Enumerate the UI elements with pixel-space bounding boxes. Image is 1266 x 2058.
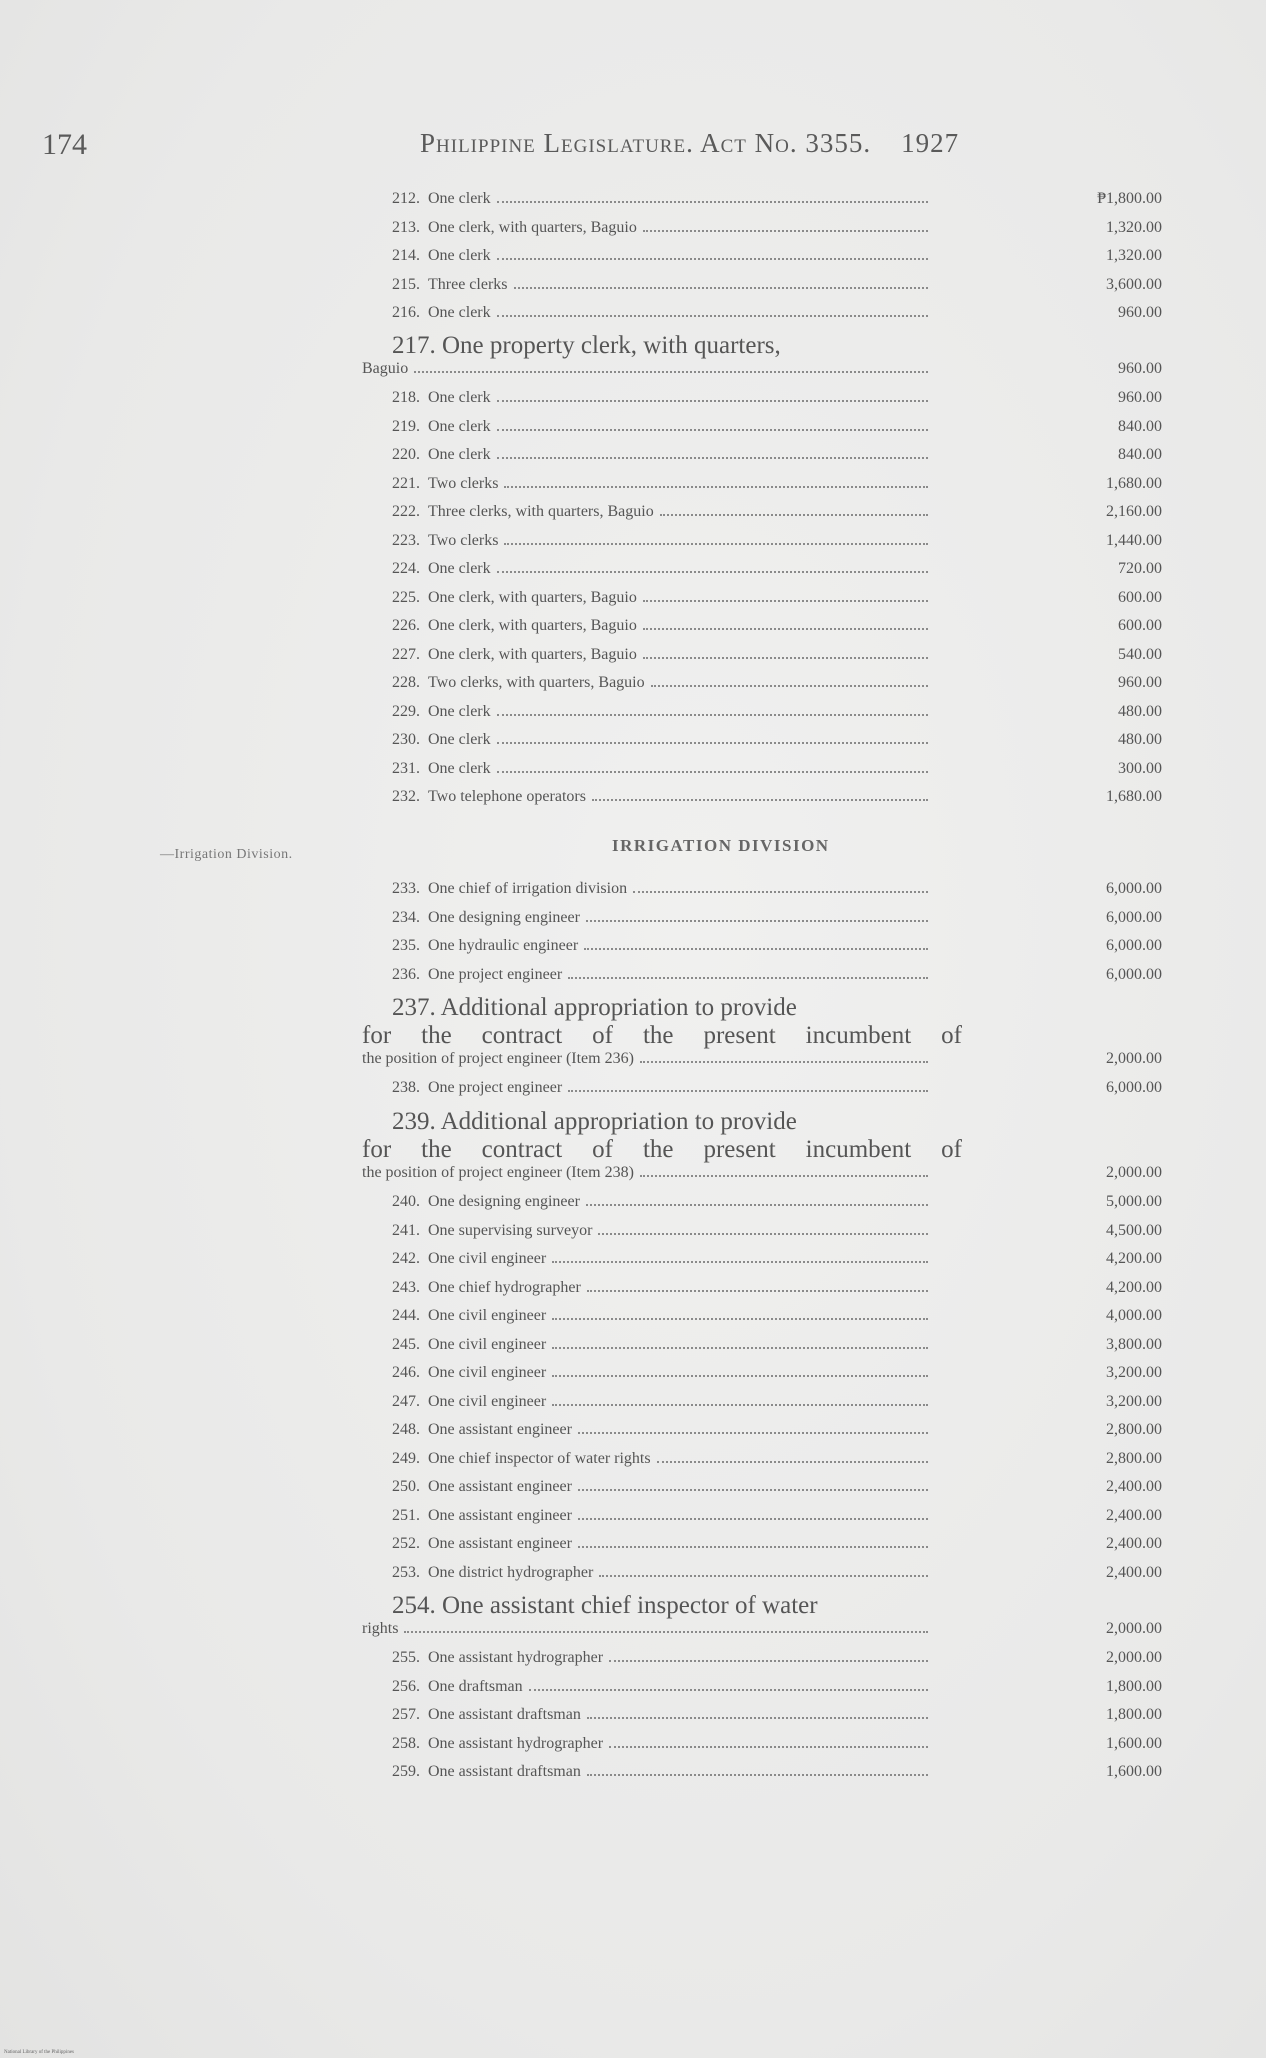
item-number: 248. bbox=[392, 1421, 420, 1438]
item-217-first-line: 217. One property clerk, with quarters, bbox=[392, 332, 781, 359]
item-amount: 6,000.00 bbox=[1106, 1079, 1162, 1096]
item-amount: 600.00 bbox=[1118, 588, 1162, 606]
item-amount: 6,000.00 bbox=[1106, 937, 1162, 954]
appropriation-item bbox=[362, 880, 1162, 909]
item-label: One clerk bbox=[428, 446, 491, 463]
item-amount: 480.00 bbox=[1118, 731, 1162, 748]
leader-dots bbox=[497, 571, 928, 573]
item-amount: 1,320.00 bbox=[1106, 218, 1162, 236]
item-label: One assistant engineer bbox=[428, 1478, 572, 1495]
item-254-first-line: 254. One assistant chief inspector of water bbox=[392, 1592, 818, 1619]
leader-dots bbox=[657, 1461, 928, 1463]
item-amount: 6,000.00 bbox=[1106, 965, 1162, 983]
leader-dots bbox=[609, 1746, 928, 1748]
item-label: One assistant engineer bbox=[428, 1506, 572, 1524]
item-label: One assistant engineer bbox=[428, 1421, 572, 1438]
appropriation-item bbox=[362, 190, 1162, 219]
appropriation-item bbox=[362, 646, 1162, 675]
item-amount: 840.00 bbox=[1118, 417, 1162, 435]
item-amount: 720.00 bbox=[1118, 560, 1162, 577]
item-label: One clerk bbox=[428, 560, 491, 577]
item-label: Three clerks, with quarters, Baguio bbox=[428, 503, 654, 520]
leader-dots bbox=[592, 799, 928, 801]
item-amount: 2,800.00 bbox=[1106, 1449, 1162, 1467]
item-number: 245. bbox=[392, 1335, 420, 1353]
appropriation-list-irrigation-3 bbox=[362, 1649, 1162, 1792]
item-number: 219. bbox=[392, 417, 420, 435]
item-label: One project engineer bbox=[428, 1079, 563, 1096]
leader-dots bbox=[633, 891, 928, 893]
leader-dots bbox=[497, 457, 928, 459]
item-label: One civil engineer bbox=[428, 1392, 547, 1410]
item-237-label: the position of project engineer (Item 236) bbox=[362, 1050, 634, 1067]
item-amount: 1,680.00 bbox=[1106, 788, 1162, 805]
item-number: 226. bbox=[392, 617, 420, 634]
item-217-label: Baguio bbox=[362, 360, 409, 377]
appropriation-item bbox=[362, 674, 1162, 703]
item-number: 240. bbox=[392, 1193, 420, 1210]
item-amount: 600.00 bbox=[1118, 617, 1162, 634]
appropriation-list-irrigation-1 bbox=[362, 880, 1162, 994]
item-label: One civil engineer bbox=[428, 1364, 547, 1381]
item-label: One chief of irrigation division bbox=[428, 880, 628, 897]
item-number: 216. bbox=[392, 304, 420, 321]
item-number: 259. bbox=[392, 1763, 420, 1780]
item-239-amount: 2,000.00 bbox=[1106, 1164, 1162, 1181]
item-label: One designing engineer bbox=[428, 1193, 580, 1210]
item-number: 221. bbox=[392, 474, 420, 492]
appropriation-item bbox=[362, 1421, 1162, 1450]
leader-dots bbox=[651, 685, 928, 687]
item-amount: 1,600.00 bbox=[1106, 1734, 1162, 1752]
running-head-year: 1927 bbox=[901, 128, 960, 158]
leader-dots bbox=[497, 400, 928, 402]
item-amount: 1,600.00 bbox=[1106, 1763, 1162, 1780]
item-amount: 3,800.00 bbox=[1106, 1335, 1162, 1353]
item-239-line-2: for the contract of the present incumbent of bbox=[362, 1136, 962, 1163]
item-amount: 960.00 bbox=[1118, 674, 1162, 691]
appropriation-item bbox=[362, 1678, 1162, 1707]
item-number: 222. bbox=[392, 503, 420, 520]
leader-dots bbox=[599, 1575, 928, 1577]
item-label: One hydraulic engineer bbox=[428, 937, 579, 954]
item-label: One clerk bbox=[428, 759, 491, 777]
item-number: 238. bbox=[392, 1079, 420, 1096]
item-label: One civil engineer bbox=[428, 1250, 547, 1267]
leader-dots bbox=[643, 600, 928, 602]
appropriation-item bbox=[362, 1307, 1162, 1336]
appropriation-item bbox=[362, 788, 1162, 817]
appropriation-item bbox=[362, 1250, 1162, 1279]
item-amount: 4,200.00 bbox=[1106, 1250, 1162, 1267]
item-number: 258. bbox=[392, 1734, 420, 1752]
item-number: 212. bbox=[392, 190, 420, 207]
appropriation-item bbox=[362, 446, 1162, 475]
item-label: One draftsman bbox=[428, 1677, 523, 1695]
item-label: One clerk, with quarters, Baguio bbox=[428, 218, 637, 236]
item-number: 242. bbox=[392, 1250, 420, 1267]
item-amount: 1,440.00 bbox=[1106, 531, 1162, 549]
item-amount: ₱1,800.00 bbox=[1097, 190, 1162, 207]
appropriation-item bbox=[362, 1279, 1162, 1308]
item-number: 230. bbox=[392, 731, 420, 748]
appropriation-item bbox=[362, 1535, 1162, 1564]
item-label: One clerk bbox=[428, 190, 491, 207]
item-amount: 4,500.00 bbox=[1106, 1221, 1162, 1239]
item-number: 246. bbox=[392, 1364, 420, 1381]
item-amount: 6,000.00 bbox=[1106, 908, 1162, 926]
item-label: One civil engineer bbox=[428, 1335, 547, 1353]
appropriation-item bbox=[362, 909, 1162, 938]
leader-dots bbox=[497, 315, 928, 317]
appropriation-item bbox=[362, 937, 1162, 966]
item-number: 250. bbox=[392, 1478, 420, 1495]
appropriation-item bbox=[362, 389, 1162, 418]
item-number: 247. bbox=[392, 1392, 420, 1410]
appropriation-item bbox=[362, 589, 1162, 618]
running-head bbox=[420, 128, 959, 159]
item-number: 218. bbox=[392, 389, 420, 406]
leader-dots bbox=[404, 1631, 928, 1633]
item-amount: 3,600.00 bbox=[1106, 275, 1162, 293]
item-amount: 1,800.00 bbox=[1106, 1677, 1162, 1695]
item-label: One district hydrographer bbox=[428, 1563, 594, 1581]
item-label: One project engineer bbox=[428, 965, 563, 983]
appropriation-item bbox=[362, 617, 1162, 646]
item-number: 256. bbox=[392, 1677, 420, 1695]
appropriation-item bbox=[362, 1222, 1162, 1251]
item-label: Three clerks bbox=[428, 275, 508, 293]
item-number: 220. bbox=[392, 446, 420, 463]
item-amount: 960.00 bbox=[1118, 304, 1162, 321]
item-amount: 2,000.00 bbox=[1106, 1649, 1162, 1666]
item-amount: 2,400.00 bbox=[1106, 1506, 1162, 1524]
appropriation-item bbox=[362, 1393, 1162, 1422]
item-label: One clerk, with quarters, Baguio bbox=[428, 645, 637, 663]
leader-dots bbox=[497, 771, 928, 773]
item-label: One civil engineer bbox=[428, 1307, 547, 1324]
item-amount: 2,400.00 bbox=[1106, 1563, 1162, 1581]
leader-dots bbox=[586, 1204, 928, 1206]
item-254-last-line bbox=[362, 1620, 1162, 1649]
leader-dots bbox=[504, 543, 928, 545]
appropriation-item bbox=[362, 475, 1162, 504]
appropriation-item bbox=[362, 304, 1162, 333]
leader-dots bbox=[552, 1404, 928, 1406]
item-label: One supervising surveyor bbox=[428, 1221, 593, 1239]
item-number: 228. bbox=[392, 674, 420, 691]
item-237-line-2: for the contract of the present incumbent of bbox=[362, 1022, 962, 1049]
item-amount: 1,800.00 bbox=[1106, 1706, 1162, 1723]
appropriation-item bbox=[362, 1079, 1162, 1108]
item-number: 235. bbox=[392, 937, 420, 954]
item-label: One assistant hydrographer bbox=[428, 1734, 604, 1752]
item-label: One assistant hydrographer bbox=[428, 1649, 604, 1666]
leader-dots bbox=[584, 948, 928, 950]
appropriation-item bbox=[362, 1649, 1162, 1678]
appropriation-item bbox=[362, 247, 1162, 276]
appropriation-item bbox=[362, 1507, 1162, 1536]
leader-dots bbox=[529, 1689, 928, 1691]
item-label: One clerk bbox=[428, 417, 491, 435]
leader-dots bbox=[504, 486, 928, 488]
item-217-last-line bbox=[362, 360, 1162, 389]
item-label: Two telephone operators bbox=[428, 788, 586, 805]
appropriation-item bbox=[362, 1564, 1162, 1593]
appropriation-item bbox=[362, 1706, 1162, 1735]
item-label: One clerk bbox=[428, 702, 491, 720]
item-label: One clerk bbox=[428, 247, 491, 264]
appropriation-item bbox=[362, 760, 1162, 789]
leader-dots bbox=[578, 1518, 928, 1520]
running-head-title: Philippine Legislature. Act No. 3355. bbox=[420, 128, 872, 158]
leader-dots bbox=[497, 201, 928, 203]
leader-dots bbox=[587, 1717, 928, 1719]
appropriation-item bbox=[362, 503, 1162, 532]
item-label: One chief hydrographer bbox=[428, 1278, 581, 1296]
item-amount: 1,320.00 bbox=[1106, 247, 1162, 264]
item-number: 243. bbox=[392, 1278, 420, 1296]
item-label: Two clerks bbox=[428, 474, 499, 492]
leader-dots bbox=[609, 1660, 928, 1662]
item-label: One clerk bbox=[428, 304, 491, 321]
appropriation-item bbox=[362, 1735, 1162, 1764]
item-number: 236. bbox=[392, 965, 420, 983]
appropriation-item bbox=[362, 276, 1162, 305]
item-amount: 480.00 bbox=[1118, 702, 1162, 720]
appropriation-item bbox=[362, 1450, 1162, 1479]
leader-dots bbox=[586, 920, 928, 922]
item-number: 231. bbox=[392, 759, 420, 777]
leader-dots bbox=[640, 1061, 928, 1063]
appropriation-list-irrigation-2 bbox=[362, 1193, 1162, 1592]
leader-dots bbox=[552, 1375, 928, 1377]
item-label: One clerk bbox=[428, 731, 491, 748]
appropriation-item bbox=[362, 1763, 1162, 1792]
item-number: 233. bbox=[392, 880, 420, 897]
leader-dots bbox=[578, 1432, 928, 1434]
appropriation-item bbox=[362, 418, 1162, 447]
item-amount: 2,400.00 bbox=[1106, 1478, 1162, 1495]
item-number: 234. bbox=[392, 908, 420, 926]
item-amount: 5,000.00 bbox=[1106, 1193, 1162, 1210]
leader-dots bbox=[640, 1175, 928, 1177]
appropriation-item bbox=[362, 703, 1162, 732]
item-amount: 3,200.00 bbox=[1106, 1364, 1162, 1381]
item-amount: 2,400.00 bbox=[1106, 1535, 1162, 1552]
item-number: 229. bbox=[392, 702, 420, 720]
item-amount: 4,000.00 bbox=[1106, 1307, 1162, 1324]
leader-dots bbox=[514, 287, 928, 289]
item-amount: 4,200.00 bbox=[1106, 1278, 1162, 1296]
item-number: 223. bbox=[392, 531, 420, 549]
item-239-line-1: 239. Additional appropriation to provide bbox=[392, 1108, 797, 1135]
item-amount: 300.00 bbox=[1118, 759, 1162, 777]
item-239-line-3 bbox=[362, 1164, 1162, 1193]
item-number: 215. bbox=[392, 275, 420, 293]
appropriation-item bbox=[362, 966, 1162, 995]
footer-credit: National Library of the Philippines bbox=[4, 2050, 74, 2055]
leader-dots bbox=[552, 1261, 928, 1263]
item-number: 227. bbox=[392, 645, 420, 663]
item-number: 251. bbox=[392, 1506, 420, 1524]
item-number: 225. bbox=[392, 588, 420, 606]
leader-dots bbox=[643, 628, 928, 630]
item-254-amount: 2,000.00 bbox=[1106, 1620, 1162, 1637]
item-label: One chief inspector of water rights bbox=[428, 1449, 651, 1467]
leader-dots bbox=[598, 1233, 928, 1235]
leader-dots bbox=[497, 714, 928, 716]
leader-dots bbox=[568, 1090, 928, 1092]
item-label: One designing engineer bbox=[428, 908, 580, 926]
leader-dots bbox=[414, 371, 928, 373]
margin-note: —Irrigation Division. bbox=[160, 847, 293, 862]
leader-dots bbox=[552, 1318, 928, 1320]
appropriation-item bbox=[362, 1364, 1162, 1393]
item-number: 257. bbox=[392, 1706, 420, 1723]
item-amount: 3,200.00 bbox=[1106, 1392, 1162, 1410]
item-number: 214. bbox=[392, 247, 420, 264]
item-number: 249. bbox=[392, 1449, 420, 1467]
item-label: Two clerks bbox=[428, 531, 499, 549]
leader-dots bbox=[643, 657, 928, 659]
leader-dots bbox=[497, 429, 928, 431]
item-number: 253. bbox=[392, 1563, 420, 1581]
item-237-line-3 bbox=[362, 1050, 1162, 1079]
item-amount: 960.00 bbox=[1118, 389, 1162, 406]
leader-dots bbox=[660, 514, 928, 516]
leader-dots bbox=[643, 230, 928, 232]
item-label: One assistant draftsman bbox=[428, 1706, 581, 1723]
item-amount: 1,680.00 bbox=[1106, 474, 1162, 492]
leader-dots bbox=[587, 1290, 928, 1292]
item-label: One assistant engineer bbox=[428, 1535, 572, 1552]
item-amount: 2,800.00 bbox=[1106, 1421, 1162, 1438]
appropriation-list-clerks-1 bbox=[362, 190, 1162, 333]
item-amount: 840.00 bbox=[1118, 446, 1162, 463]
item-label: One assistant draftsman bbox=[428, 1763, 581, 1780]
item-237-amount: 2,000.00 bbox=[1106, 1050, 1162, 1067]
item-number: 224. bbox=[392, 560, 420, 577]
leader-dots bbox=[578, 1489, 928, 1491]
appropriation-item bbox=[362, 219, 1162, 248]
item-217-amount: 960.00 bbox=[1118, 360, 1162, 377]
item-label: Two clerks, with quarters, Baguio bbox=[428, 674, 645, 691]
appropriation-item bbox=[362, 1478, 1162, 1507]
item-number: 232. bbox=[392, 788, 420, 805]
item-number: 241. bbox=[392, 1221, 420, 1239]
section-heading: IRRIGATION DIVISION bbox=[612, 836, 830, 855]
appropriation-item bbox=[362, 560, 1162, 589]
appropriation-item bbox=[362, 1193, 1162, 1222]
item-number: 244. bbox=[392, 1307, 420, 1324]
item-number: 213. bbox=[392, 218, 420, 236]
appropriation-item bbox=[362, 1336, 1162, 1365]
item-number: 255. bbox=[392, 1649, 420, 1666]
item-239-label: the position of project engineer (Item 238) bbox=[362, 1164, 634, 1181]
appropriation-list-clerks-2 bbox=[362, 389, 1162, 817]
leader-dots bbox=[568, 977, 928, 979]
item-label: One clerk bbox=[428, 389, 491, 406]
leader-dots bbox=[497, 258, 928, 260]
page-number: 174 bbox=[42, 128, 87, 161]
item-label: One clerk, with quarters, Baguio bbox=[428, 588, 637, 606]
leader-dots bbox=[587, 1774, 928, 1776]
item-amount: 540.00 bbox=[1118, 645, 1162, 663]
leader-dots bbox=[497, 742, 928, 744]
item-237-line-1: 237. Additional appropriation to provide bbox=[392, 994, 797, 1021]
appropriation-item bbox=[362, 731, 1162, 760]
item-number: 252. bbox=[392, 1535, 420, 1552]
item-238 bbox=[362, 1079, 1162, 1108]
leader-dots bbox=[552, 1347, 928, 1349]
leader-dots bbox=[578, 1546, 928, 1548]
item-254-label: rights bbox=[362, 1620, 399, 1637]
item-amount: 2,160.00 bbox=[1106, 503, 1162, 520]
appropriation-item bbox=[362, 532, 1162, 561]
item-label: One clerk, with quarters, Baguio bbox=[428, 617, 637, 634]
item-amount: 6,000.00 bbox=[1106, 880, 1162, 897]
